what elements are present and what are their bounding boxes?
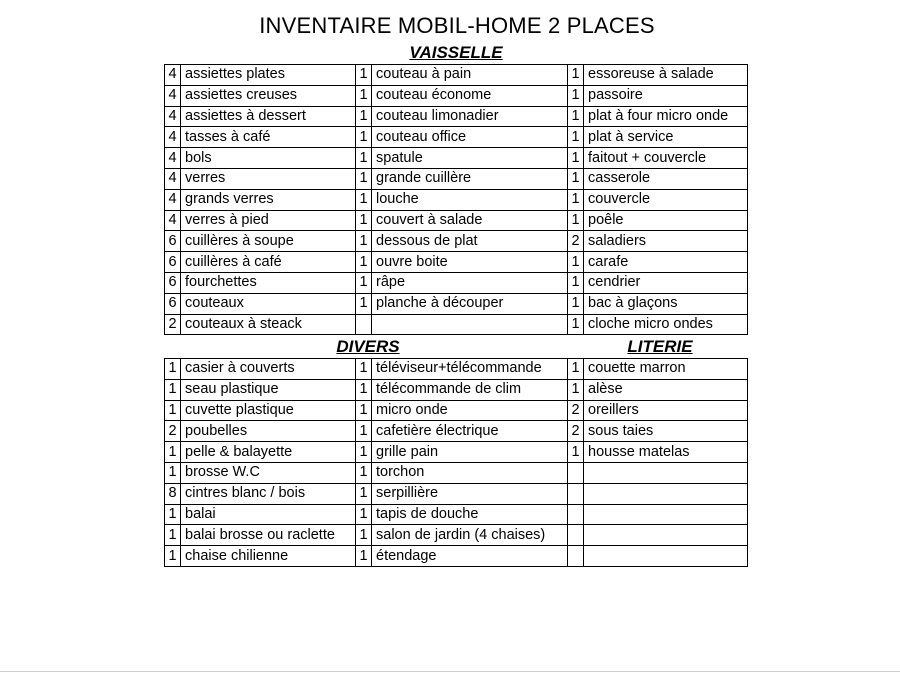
item-cell: râpe — [372, 272, 568, 293]
table-row — [165, 379, 748, 400]
quantity-cell: 1 — [165, 442, 181, 463]
item-cell: sous taies — [584, 421, 748, 442]
quantity-cell — [568, 525, 584, 546]
section-title-divers: DIVERS — [336, 337, 400, 356]
item-cell: carafe — [584, 252, 748, 273]
item-cell: housse matelas — [584, 442, 748, 463]
quantity-cell: 1 — [356, 525, 372, 546]
item-cell: bac à glaçons — [584, 293, 748, 314]
quantity-cell: 4 — [165, 106, 181, 127]
item-cell: micro onde — [372, 400, 568, 421]
quantity-cell: 1 — [356, 210, 372, 231]
item-cell: tasses à café — [181, 127, 356, 148]
item-cell: planche à découper — [372, 293, 568, 314]
quantity-cell: 1 — [165, 525, 181, 546]
quantity-cell: 1 — [356, 421, 372, 442]
table-row — [165, 106, 748, 127]
quantity-cell: 1 — [356, 231, 372, 252]
item-cell: plat à service — [584, 127, 748, 148]
item-cell: couteau limonadier — [372, 106, 568, 127]
quantity-cell: 2 — [568, 400, 584, 421]
item-cell: couvert à salade — [372, 210, 568, 231]
quantity-cell: 6 — [165, 252, 181, 273]
quantity-cell: 8 — [165, 483, 181, 504]
item-cell: spatule — [372, 148, 568, 169]
item-cell: assiettes à dessert — [181, 106, 356, 127]
item-cell: balai brosse ou raclette — [181, 525, 356, 546]
item-cell: chaise chilienne — [181, 546, 356, 567]
table-row — [165, 231, 748, 252]
quantity-cell: 4 — [165, 168, 181, 189]
quantity-cell: 1 — [356, 168, 372, 189]
quantity-cell: 1 — [568, 168, 584, 189]
item-cell: oreillers — [584, 400, 748, 421]
quantity-cell — [356, 314, 372, 335]
table-row — [165, 65, 748, 86]
quantity-cell: 4 — [165, 189, 181, 210]
table-row — [165, 314, 748, 335]
item-cell: torchon — [372, 462, 568, 483]
table-row — [165, 127, 748, 148]
quantity-cell: 1 — [568, 65, 584, 86]
quantity-cell: 1 — [356, 293, 372, 314]
quantity-cell: 1 — [356, 462, 372, 483]
item-cell: bols — [181, 148, 356, 169]
item-cell: brosse W.C — [181, 462, 356, 483]
item-cell: cendrier — [584, 272, 748, 293]
quantity-cell: 1 — [568, 252, 584, 273]
quantity-cell: 1 — [356, 189, 372, 210]
quantity-cell: 1 — [568, 314, 584, 335]
item-cell: couteaux à steack — [181, 314, 356, 335]
quantity-cell: 2 — [568, 421, 584, 442]
quantity-cell: 1 — [356, 148, 372, 169]
quantity-cell: 1 — [356, 272, 372, 293]
quantity-cell: 1 — [165, 400, 181, 421]
quantity-cell: 1 — [568, 106, 584, 127]
quantity-cell: 4 — [165, 65, 181, 86]
quantity-cell: 6 — [165, 293, 181, 314]
quantity-cell — [568, 462, 584, 483]
table-row — [165, 421, 748, 442]
item-cell: cuvette plastique — [181, 400, 356, 421]
item-cell — [584, 546, 748, 567]
quantity-cell: 1 — [356, 400, 372, 421]
quantity-cell: 1 — [568, 85, 584, 106]
quantity-cell: 1 — [356, 546, 372, 567]
quantity-cell: 1 — [356, 442, 372, 463]
section-title-vaisselle: VAISSELLE — [409, 43, 503, 62]
quantity-cell — [568, 546, 584, 567]
item-cell: télécommande de clim — [372, 379, 568, 400]
item-cell — [584, 462, 748, 483]
quantity-cell: 2 — [568, 231, 584, 252]
quantity-cell: 1 — [568, 379, 584, 400]
item-cell: grille pain — [372, 442, 568, 463]
item-cell: grande cuillère — [372, 168, 568, 189]
table-row — [165, 252, 748, 273]
item-cell: alèse — [584, 379, 748, 400]
item-cell: tapis de douche — [372, 504, 568, 525]
quantity-cell: 4 — [165, 127, 181, 148]
quantity-cell: 1 — [356, 106, 372, 127]
quantity-cell: 1 — [356, 379, 372, 400]
item-cell: cloche micro ondes — [584, 314, 748, 335]
item-cell: louche — [372, 189, 568, 210]
item-cell: saladiers — [584, 231, 748, 252]
item-cell: casserole — [584, 168, 748, 189]
quantity-cell: 1 — [356, 252, 372, 273]
quantity-cell: 1 — [165, 504, 181, 525]
quantity-cell: 1 — [356, 65, 372, 86]
table-row — [165, 168, 748, 189]
item-cell: cintres blanc / bois — [181, 483, 356, 504]
item-cell: couteau office — [372, 127, 568, 148]
section-title-literie: LITERIE — [627, 337, 693, 356]
quantity-cell: 1 — [165, 462, 181, 483]
quantity-cell: 1 — [165, 379, 181, 400]
item-cell: couteau à pain — [372, 65, 568, 86]
quantity-cell: 1 — [568, 272, 584, 293]
item-cell: faitout + couvercle — [584, 148, 748, 169]
quantity-cell: 1 — [568, 127, 584, 148]
table-row — [165, 442, 748, 463]
table-row — [165, 189, 748, 210]
quantity-cell: 1 — [568, 210, 584, 231]
item-cell: poêle — [584, 210, 748, 231]
quantity-cell: 6 — [165, 231, 181, 252]
item-cell: assiettes plates — [181, 65, 356, 86]
divers-literie-table — [164, 358, 748, 567]
table-row — [165, 504, 748, 525]
quantity-cell: 4 — [165, 210, 181, 231]
item-cell: cuillères à café — [181, 252, 356, 273]
item-cell: cafetière électrique — [372, 421, 568, 442]
quantity-cell: 1 — [568, 442, 584, 463]
quantity-cell — [568, 483, 584, 504]
item-cell — [584, 504, 748, 525]
quantity-cell: 1 — [568, 359, 584, 380]
quantity-cell: 2 — [165, 421, 181, 442]
item-cell: grands verres — [181, 189, 356, 210]
table-row — [165, 272, 748, 293]
item-cell — [584, 483, 748, 504]
quantity-cell: 1 — [165, 359, 181, 380]
quantity-cell: 4 — [165, 148, 181, 169]
item-cell: assiettes creuses — [181, 85, 356, 106]
item-cell: salon de jardin (4 chaises) — [372, 525, 568, 546]
quantity-cell: 1 — [568, 189, 584, 210]
table-row — [165, 462, 748, 483]
item-cell — [584, 525, 748, 546]
table-row — [165, 400, 748, 421]
quantity-cell: 1 — [568, 148, 584, 169]
quantity-cell: 1 — [165, 546, 181, 567]
table-row — [165, 483, 748, 504]
table-row — [165, 210, 748, 231]
item-cell: fourchettes — [181, 272, 356, 293]
quantity-cell: 6 — [165, 272, 181, 293]
table-row — [165, 546, 748, 567]
item-cell: ouvre boite — [372, 252, 568, 273]
quantity-cell: 1 — [356, 504, 372, 525]
quantity-cell — [568, 504, 584, 525]
item-cell: dessous de plat — [372, 231, 568, 252]
table-row — [165, 293, 748, 314]
item-cell: couteau économe — [372, 85, 568, 106]
item-cell: couette marron — [584, 359, 748, 380]
item-cell: pelle & balayette — [181, 442, 356, 463]
vaisselle-table — [164, 64, 748, 335]
item-cell: casier à couverts — [181, 359, 356, 380]
item-cell: serpillière — [372, 483, 568, 504]
item-cell: passoire — [584, 85, 748, 106]
table-row — [165, 359, 748, 380]
quantity-cell: 2 — [165, 314, 181, 335]
quantity-cell: 1 — [356, 85, 372, 106]
document-title: INVENTAIRE MOBIL-HOME 2 PLACES — [259, 13, 655, 38]
item-cell: plat à four micro onde — [584, 106, 748, 127]
item-cell: essoreuse à salade — [584, 65, 748, 86]
page-bottom-rule — [0, 671, 900, 672]
table-row — [165, 148, 748, 169]
quantity-cell: 1 — [356, 483, 372, 504]
item-cell: verres — [181, 168, 356, 189]
item-cell: téléviseur+télécommande — [372, 359, 568, 380]
item-cell: seau plastique — [181, 379, 356, 400]
quantity-cell: 4 — [165, 85, 181, 106]
item-cell: étendage — [372, 546, 568, 567]
item-cell — [372, 314, 568, 335]
quantity-cell: 1 — [356, 127, 372, 148]
item-cell: balai — [181, 504, 356, 525]
quantity-cell: 1 — [568, 293, 584, 314]
table-row — [165, 525, 748, 546]
item-cell: verres à pied — [181, 210, 356, 231]
item-cell: poubelles — [181, 421, 356, 442]
item-cell: couteaux — [181, 293, 356, 314]
item-cell: cuillères à soupe — [181, 231, 356, 252]
quantity-cell: 1 — [356, 359, 372, 380]
item-cell: couvercle — [584, 189, 748, 210]
table-row — [165, 85, 748, 106]
